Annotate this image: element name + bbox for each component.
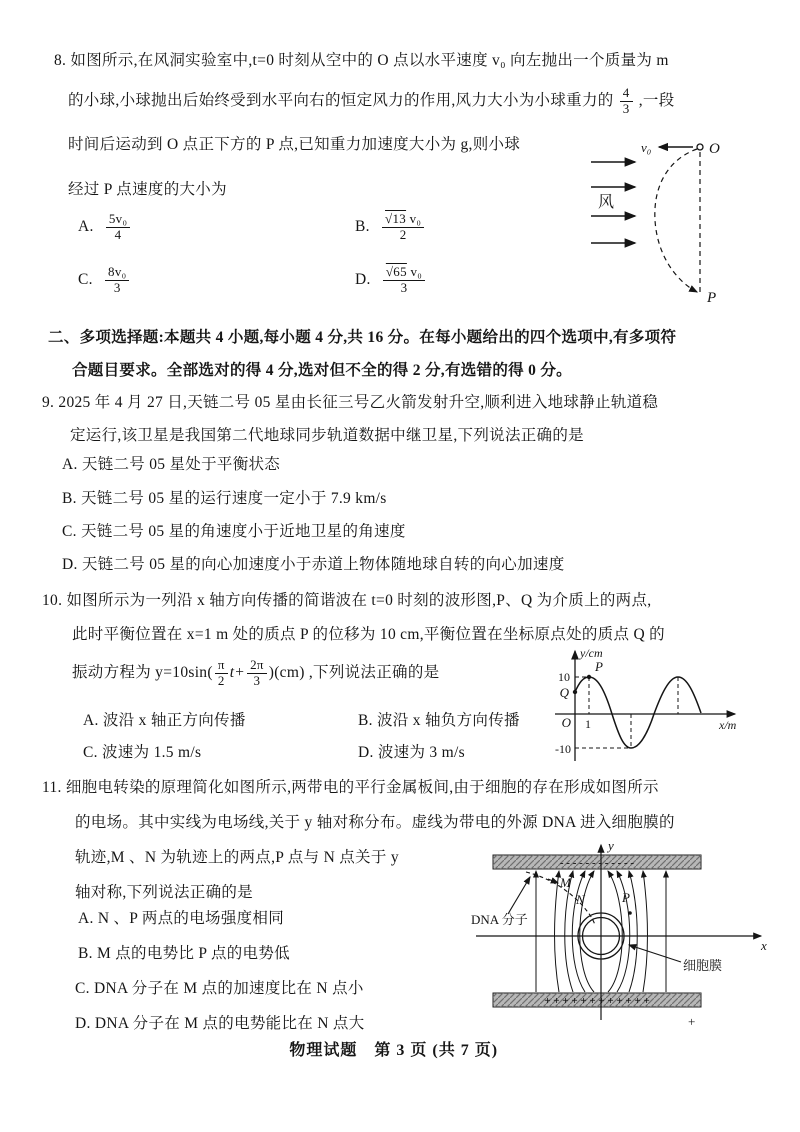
q9-option-a: A. 天链二号 05 星处于平衡状态 xyxy=(62,456,281,473)
dashed-reference-lines xyxy=(575,677,678,748)
question-11-line-4: 轴对称,下列说法正确的是 xyxy=(75,884,253,901)
q9-option-c: C. 天链二号 05 星的角速度小于近地卫星的角速度 xyxy=(62,523,406,540)
question-10-line-1: 10. 如图所示为一列沿 x 轴方向传播的简谐波在 t=0 时刻的波形图,P、Q 为介质上的两点, xyxy=(42,592,652,609)
pi-over-2-fraction: $\frac{\pi}{2}$ xyxy=(215,658,228,689)
q8-wind-tunnel-figure xyxy=(585,133,760,313)
question-11-line-1: 11. 细胞电转染的原理简化如图所示,两带电的平行金属板间,由于细胞的存在形成如图所示 xyxy=(42,779,659,796)
point-P-marker xyxy=(628,911,632,915)
point-O-label: O xyxy=(709,141,720,157)
q8-option-d: D. $\frac{\text{√65 v₀}}{3}$ xyxy=(355,265,427,296)
question-11-line-2: 的电场。其中实线为电场线,关于 y 轴对称分布。虚线为带电的外源 DNA 进入细胞膜的 xyxy=(75,814,675,831)
question-8-line-4: 经过 P 点速度的大小为 xyxy=(68,181,227,198)
positive-charges-row: + + + + + + + + + + + + xyxy=(544,995,650,1007)
q8-option-c-fraction: $\frac{\text{8v₀}}{3}$ xyxy=(105,265,129,296)
q11-option-c: C. DNA 分子在 M 点的加速度比在 N 点小 xyxy=(75,980,364,997)
tick-minus-10: -10 xyxy=(555,742,571,756)
q11-option-d: D. DNA 分子在 M 点的电势能比在 N 点大 xyxy=(75,1015,365,1032)
y-axis-label: y xyxy=(608,838,614,853)
trajectory-dashed-curve xyxy=(655,149,697,292)
dna-callout-arrow xyxy=(508,877,530,914)
q11-electroporation-figure xyxy=(468,836,778,1036)
q11-option-b: B. M 点的电势比 P 点的电势低 xyxy=(78,945,290,962)
x-axis-label: x xyxy=(761,938,767,953)
section-2-header-line-1: 二、多项选择题:本题共 4 小题,每小题 4 分,共 16 分。在每小题给出的四个选项中,有多项符 xyxy=(48,329,677,346)
question-9-line-1: 9. 2025 年 4 月 27 日,天链二号 05 星由长征三号乙火箭发射升空,顺利进入地球静止轨道稳 xyxy=(42,394,659,411)
2pi-over-3-fraction: $\frac{2\pi}{3}$ xyxy=(247,658,267,689)
q8-line2-tail: ,一段 xyxy=(638,92,675,109)
v0-label: v₀ xyxy=(641,140,652,155)
question-11-line-3: 轨迹,M 、N 为轨迹上的两点,P 点与 N 点关于 y xyxy=(75,849,399,866)
q9-option-d: D. 天链二号 05 星的向心加速度小于赤道上物体随地球自转的向心加速度 xyxy=(62,556,565,573)
q8-option-b-fraction: $\frac{\text{√13 v₀}}{2}$ xyxy=(382,212,424,243)
point-P-label: P xyxy=(622,890,630,905)
negative-charges-row: - - - - - - - - - - - - xyxy=(559,857,635,869)
q10-option-d: D. 波速为 3 m/s xyxy=(358,744,465,761)
q8-option-a: A. $\frac{\text{5v₀}}{4}$ xyxy=(78,212,132,243)
section-2-header-line-2: 合题目要求。全部选对的得 4 分,选对但不全的得 2 分,有选错的得 0 分。 xyxy=(72,362,572,379)
q11-option-a: A. N 、P 两点的电场强度相同 xyxy=(78,910,285,927)
q8-fraction-4-3: $\frac{4}{3}$ xyxy=(620,86,633,117)
point-N-label: N xyxy=(576,892,585,907)
question-8-line-1: 8. 如图所示,在风洞实验室中,t=0 时刻从空中的 O 点以水平速度 v₀ 向左抛出一个质量为 m xyxy=(54,52,669,69)
point-Q-label: Q xyxy=(559,685,569,700)
y-axis-label: y/cm xyxy=(580,646,603,660)
question-10-formula-line: 振动方程为 y=10sin( $\frac{\pi}{2}$ t+ $\frac{2\pi}{3}$ )(cm) ,下列说法正确的是 xyxy=(72,657,440,688)
q10-waveform-figure xyxy=(543,643,748,768)
question-8-line-3: 时间后运动到 O 点正下方的 P 点,已知重力加速度大小为 g,则小球 xyxy=(68,136,521,153)
question-10-line-2: 此时平衡位置在 x=1 m 处的质点 P 的位移为 10 cm,平衡位置在坐标原点处的质点 Q 的 xyxy=(72,626,665,643)
wind-label: 风 xyxy=(598,194,615,211)
q8-option-c: C. $\frac{\text{8v₀}}{3}$ xyxy=(78,265,131,296)
q10-option-a: A. 波沿 x 轴正方向传播 xyxy=(83,712,246,729)
tick-10: 10 xyxy=(558,670,570,684)
q10-option-b: B. 波沿 x 轴负方向传播 xyxy=(358,712,520,729)
page-footer: 物理试题 第 3 页 (共 7 页) xyxy=(289,1042,499,1059)
plus-sign-corner: + xyxy=(688,1014,696,1029)
x-axis-label: x/m xyxy=(719,718,737,732)
cell-membrane-label: 细胞膜 xyxy=(683,958,723,973)
point-P-marker xyxy=(587,675,591,679)
q8-line2-text: 的小球,小球抛出后始终受到水平向右的恒定风力的作用,风力大小为小球重力的 xyxy=(68,92,614,109)
point-M-label: M xyxy=(560,875,571,890)
question-8-line-2 xyxy=(68,86,675,117)
q9-option-b: B. 天链二号 05 星的运行速度一定小于 7.9 km/s xyxy=(62,490,387,507)
q8-option-d-fraction: $\frac{\text{√65 v₀}}{3}$ xyxy=(383,265,425,296)
q8-option-b: B. $\frac{\text{√13 v₀}}{2}$ xyxy=(355,212,426,243)
point-Q-marker xyxy=(573,690,577,694)
wave-curve xyxy=(575,677,701,748)
origin-label: O xyxy=(561,715,571,730)
q10-option-c: C. 波速为 1.5 m/s xyxy=(83,744,202,761)
point-O-marker xyxy=(697,144,703,150)
point-P-label: P xyxy=(707,290,717,306)
question-9-line-2: 定运行,该卫星是我国第二代地球同步轨道数据中继卫星,下列说法正确的是 xyxy=(70,427,584,444)
q8-option-a-fraction: $\frac{\text{5v₀}}{4}$ xyxy=(106,212,130,243)
dna-molecule-label: DNA 分子 xyxy=(471,912,528,927)
tick-1: 1 xyxy=(585,717,591,731)
point-P-label: P xyxy=(595,659,603,674)
